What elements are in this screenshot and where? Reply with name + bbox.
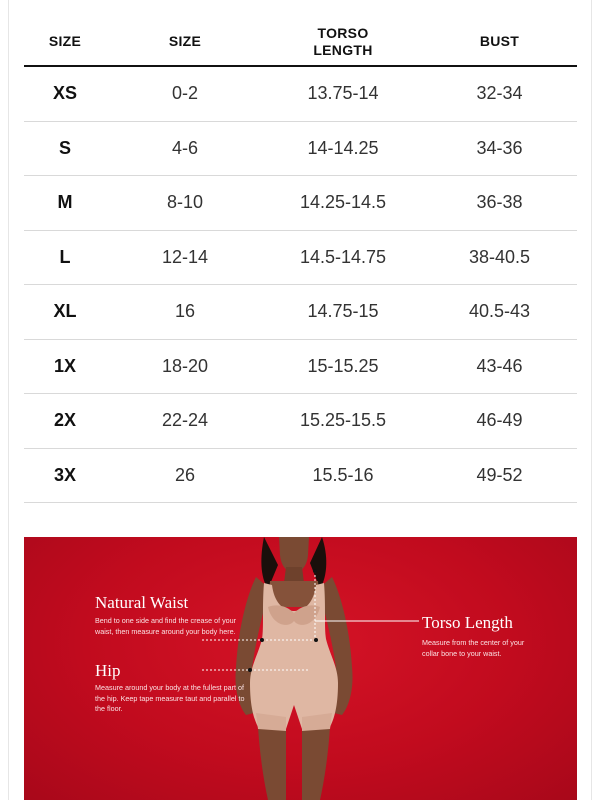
torso-length-cell: 14.75-15	[307, 301, 379, 322]
size-number-cell: 26	[174, 464, 196, 485]
table-row	[24, 340, 577, 395]
table-row	[24, 122, 577, 177]
header-size-letter: SIZE	[48, 33, 82, 49]
size-chart-table	[24, 0, 577, 503]
torso-length-cell: 14.5-14.75	[299, 246, 387, 267]
torso-length-description: Measure from the center of your collar bone to your waist.	[422, 638, 525, 658]
header-bust: BUST	[479, 33, 520, 49]
size-letter-cell: 1X	[53, 355, 77, 376]
bust-cell: 49-52	[476, 464, 523, 485]
bust-cell: 36-38	[476, 192, 523, 213]
torso-length-cell: 15.25-15.5	[299, 410, 387, 431]
size-letter-cell: 2X	[53, 410, 77, 431]
table-row	[24, 449, 577, 504]
table-header	[24, 0, 577, 67]
bust-cell: 38-40.5	[468, 246, 531, 267]
size-number-cell: 0-2	[171, 83, 198, 104]
size-letter-cell: XL	[53, 301, 77, 322]
table-body	[24, 67, 577, 503]
table-row	[24, 67, 577, 122]
natural-waist-description: Bend to one side and find the crease of your waist, then measure around your body here.	[95, 616, 237, 636]
bust-cell: 32-34	[476, 83, 523, 104]
header-torso-length	[264, 25, 422, 65]
table-row	[24, 176, 577, 231]
size-number-cell: 16	[174, 301, 196, 322]
size-letter-cell: L	[59, 246, 71, 267]
torso-length-title: Torso Length	[422, 613, 513, 632]
torso-length-cell: 15.5-16	[312, 464, 374, 485]
hip-title: Hip	[95, 661, 121, 680]
size-letter-cell: S	[58, 137, 71, 158]
torso-length-cell: 14-14.25	[307, 137, 379, 158]
bust-cell: 46-49	[476, 410, 523, 431]
size-number-cell: 4-6	[171, 137, 198, 158]
size-letter-cell: M	[57, 192, 73, 213]
bust-cell: 34-36	[476, 137, 523, 158]
header-size-number: SIZE	[168, 33, 202, 49]
torso-length-cell: 14.25-14.5	[299, 192, 387, 213]
torso-length-cell: 15-15.25	[307, 355, 379, 376]
header-torso-length-word: LENGTH	[313, 42, 373, 58]
size-letter-cell: 3X	[53, 464, 77, 485]
table-row	[24, 285, 577, 340]
size-number-cell: 12-14	[161, 246, 209, 267]
size-number-cell: 22-24	[161, 410, 209, 431]
natural-waist-title: Natural Waist	[95, 593, 189, 612]
hip-description: Measure around your body at the fullest part of the hip. Keep tape measure taut and parallel to the floor.	[95, 683, 245, 713]
measurement-guide-banner	[24, 537, 577, 800]
size-number-cell: 8-10	[166, 192, 204, 213]
torso-length-cell: 13.75-14	[307, 83, 379, 104]
size-letter-cell: XS	[52, 83, 77, 104]
table-row	[24, 394, 577, 449]
bust-cell: 40.5-43	[468, 301, 531, 322]
table-row	[24, 231, 577, 286]
header-torso-length-word: TORSO	[317, 25, 369, 41]
bust-cell: 43-46	[476, 355, 523, 376]
size-number-cell: 18-20	[161, 355, 209, 376]
